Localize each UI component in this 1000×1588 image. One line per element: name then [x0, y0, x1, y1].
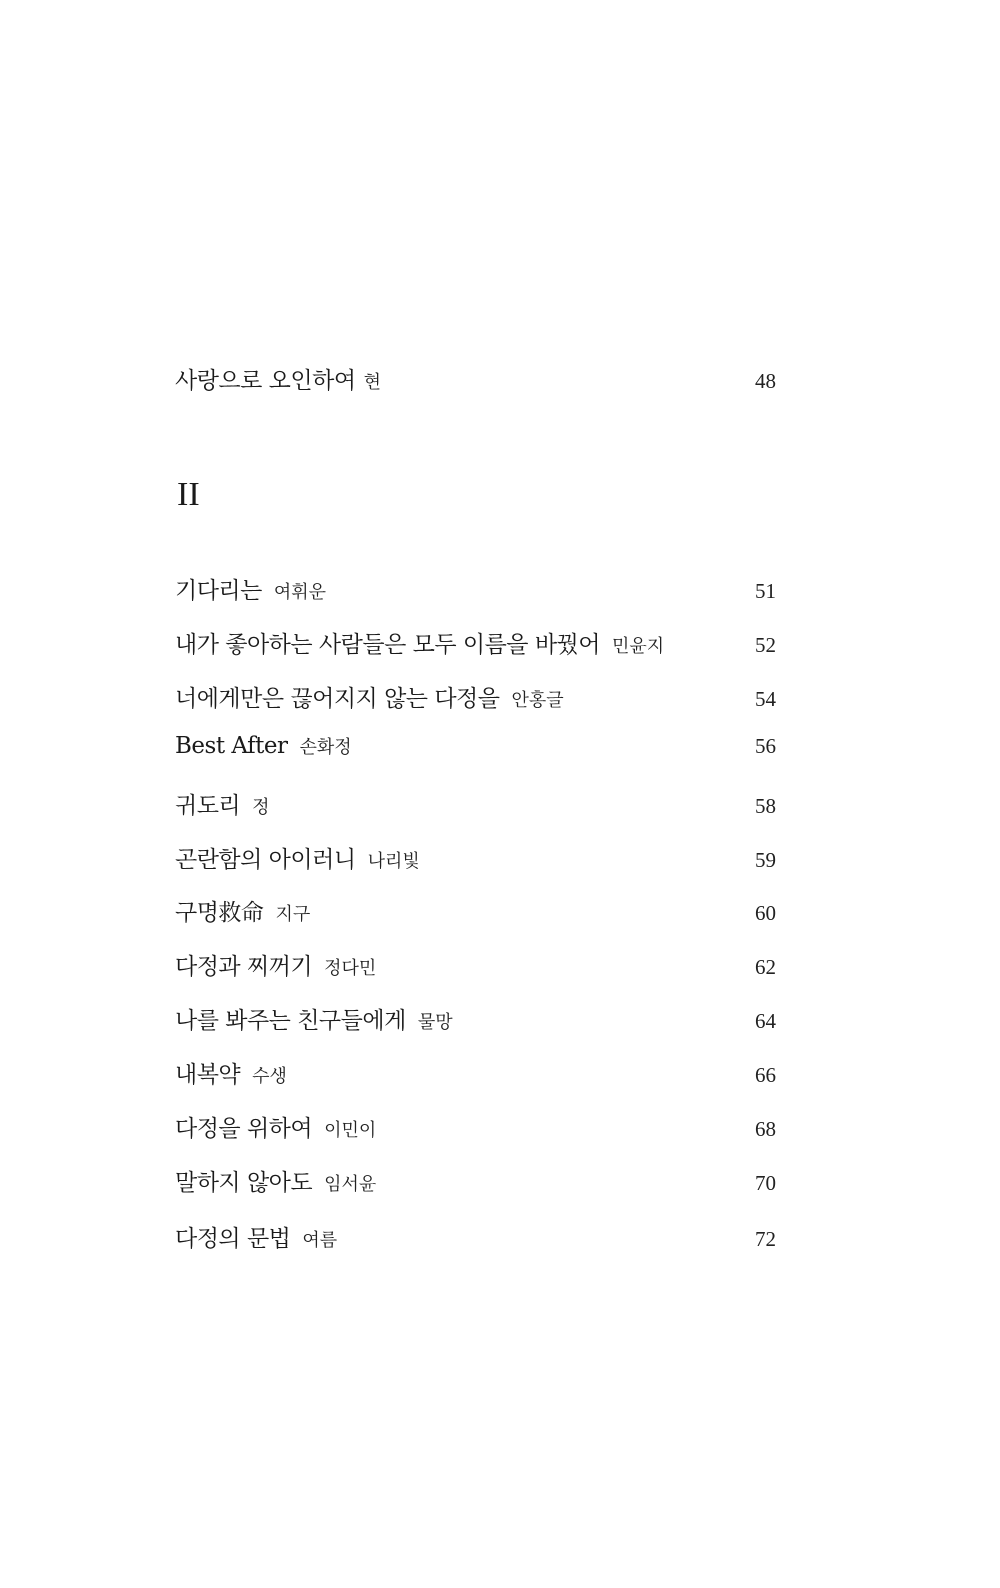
toc-entry-title: 내복약	[175, 1062, 241, 1088]
toc-entry-author: 나리빛	[367, 851, 420, 872]
toc-entry-page-number: 59	[755, 848, 776, 872]
toc-entry-page-number: 72	[755, 1227, 776, 1251]
section-heading: II	[177, 476, 200, 513]
toc-entry-title: 다정과 찌꺼기	[175, 954, 313, 980]
toc-entry-title: 다정을 위하여	[175, 1116, 313, 1142]
toc-entry-page-number: 52	[755, 633, 776, 657]
toc-entry-title: 사랑으로 오인하여	[175, 368, 356, 394]
toc-entry-title: 곤란함의 아이러니	[175, 847, 356, 873]
toc-entry	[175, 1220, 776, 1260]
toc-entry-title: 말하지 않아도	[175, 1170, 313, 1196]
toc-entry-author: 이민이	[324, 1120, 377, 1141]
toc-entry-author: 안홍글	[511, 690, 564, 711]
toc-entry-title: 기다리는	[175, 578, 262, 604]
toc-entry-author: 현	[363, 372, 381, 393]
toc-entry-page-number: 68	[755, 1117, 776, 1141]
toc-entry	[175, 1002, 776, 1042]
toc-entry-page-number: 70	[755, 1171, 776, 1195]
toc-entry	[175, 1056, 776, 1096]
toc-entry-title: 내가 좋아하는 사람들은 모두 이름을 바꿨어	[175, 632, 600, 658]
toc-entry-page-number: 56	[755, 734, 776, 758]
toc-entry-title: 귀도리	[175, 793, 241, 819]
toc-entry-title: Best After	[175, 733, 288, 759]
toc-entry-page-number: 54	[755, 687, 776, 711]
toc-entry-title: 구명救命	[175, 900, 264, 926]
toc-entry-title: 다정의 문법	[175, 1226, 291, 1252]
toc-entry	[175, 894, 776, 934]
toc-entry-author: 정다민	[324, 958, 377, 979]
toc-entry-page-number: 64	[755, 1009, 776, 1033]
toc-entry-author: 수생	[252, 1066, 287, 1087]
toc-entry-page-number: 51	[755, 579, 776, 603]
toc-entry-author: 손화정	[299, 737, 352, 758]
toc-entry-page-number: 58	[755, 794, 776, 818]
toc-entry	[175, 841, 776, 881]
toc-entry	[175, 680, 776, 720]
toc-entry	[175, 1164, 776, 1204]
toc-entry-page-number: 62	[755, 955, 776, 979]
toc-entry-author: 임서윤	[324, 1174, 377, 1195]
toc-entry-author: 지구	[275, 904, 311, 925]
toc-entry	[175, 787, 776, 827]
toc-entry-title: 나를 봐주는 친구들에게	[175, 1008, 406, 1034]
toc-entry-author: 민윤지	[611, 636, 665, 657]
toc-entry-title: 너에게만은 끊어지지 않는 다정을	[175, 686, 500, 712]
toc-entry-page-number: 48	[755, 369, 776, 393]
toc-entry-page-number: 66	[755, 1063, 776, 1087]
toc-entry	[175, 948, 776, 988]
toc-entry-author: 물망	[417, 1012, 453, 1033]
toc-entry	[175, 733, 776, 773]
toc-entry-page-number: 60	[755, 901, 776, 925]
toc-entry-author: 여름	[302, 1230, 338, 1251]
toc-entry	[175, 362, 776, 402]
toc-entry	[175, 626, 776, 666]
toc-entry-author: 정	[252, 797, 270, 818]
toc-entry-author: 여휘운	[273, 582, 327, 603]
toc-entry	[175, 572, 776, 612]
toc-entry	[175, 1110, 776, 1150]
